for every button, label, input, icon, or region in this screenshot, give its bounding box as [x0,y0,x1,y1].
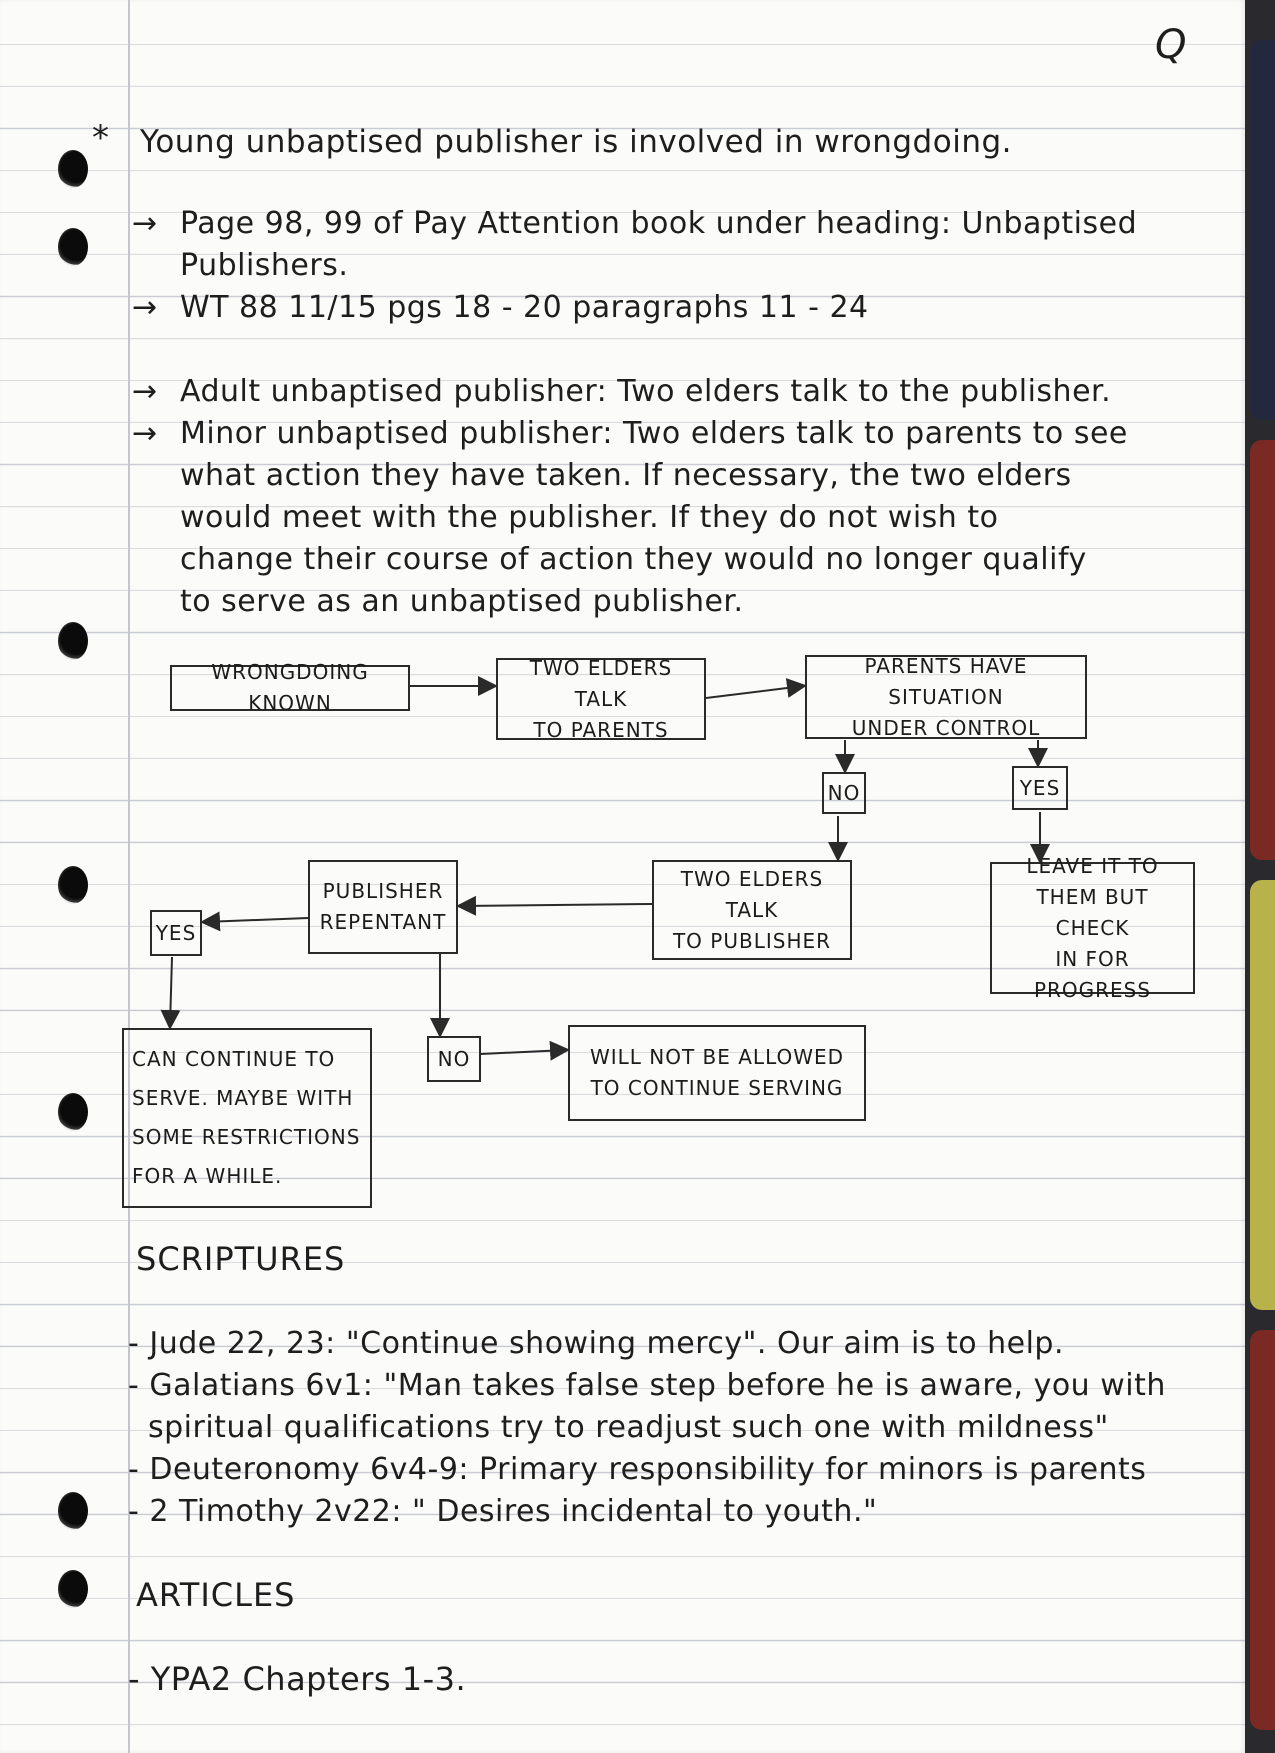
divider-tab-red-lower [1250,1330,1275,1730]
scripture-galatians-line1: - Galatians 6v1: "Man takes false step before he is aware, you with [128,1368,1166,1403]
article-ypa2: - YPA2 Chapters 1-3. [128,1660,467,1698]
flow-not-allowed: WILL NOT BE ALLOWED TO CONTINUE SERVING [568,1025,866,1121]
flow-yes-1: YES [1012,766,1068,810]
flow-wrongdoing-known: WRONGDOING KNOWN [170,665,410,711]
ref-pay-attention-line2: Publishers. [180,248,349,283]
ref-watchtower: WT 88 11/15 pgs 18 - 20 paragraphs 11 - 24 [180,290,869,325]
binder-hole [58,1093,88,1131]
flow-two-elders-parents: TWO ELDERS TALK TO PARENTS [496,658,706,740]
flow-yes-2: YES [150,910,202,956]
divider-tab-yellow [1250,880,1275,1310]
corner-mark: Q [1155,22,1187,68]
flow-no-1: NO [822,772,866,814]
guidance-minor-line3: would meet with the publisher. If they do not wish to [180,500,999,535]
binder-hole [58,866,88,904]
star-bullet: * [92,118,110,158]
ref-arrow: → [132,206,158,241]
topic-heading: Young unbaptised publisher is involved in wrongdoing. [140,124,1012,160]
guidance-arrow: → [132,374,158,409]
margin-line [128,0,130,1753]
binder-hole [58,228,88,266]
guidance-minor-line4: change their course of action they would no longer qualify [180,542,1087,577]
guidance-minor-line1: Minor unbaptised publisher: Two elders talk to parents to see [180,416,1128,451]
scripture-galatians-line2: spiritual qualifications try to readjust such one with mildness" [148,1410,1109,1445]
binder-hole [58,1570,88,1608]
guidance-minor-line5: to serve as an unbaptised publisher. [180,584,744,619]
guidance-arrow: → [132,416,158,451]
scriptures-heading: SCRIPTURES [136,1240,346,1278]
flow-leave-it-to-parents: LEAVE IT TO THEM BUT CHECK IN FOR PROGRESS [990,862,1195,994]
flow-parents-control: PARENTS HAVE SITUATION UNDER CONTROL [805,655,1087,739]
scripture-timothy: - 2 Timothy 2v22: " Desires incidental to youth." [128,1494,878,1529]
guidance-adult: Adult unbaptised publisher: Two elders talk to the publisher. [180,374,1112,409]
binder-hole [58,150,88,188]
flow-no-2: NO [427,1036,481,1082]
divider-tab-navy [1250,40,1275,420]
guidance-minor-line2: what action they have taken. If necessary, the two elders [180,458,1072,493]
ref-pay-attention-line1: Page 98, 99 of Pay Attention book under heading: Unbaptised [180,206,1138,241]
ref-arrow: → [132,290,158,325]
binder-hole [58,1492,88,1530]
articles-heading: ARTICLES [136,1576,296,1614]
flow-can-continue: CAN CONTINUE TO SERVE. MAYBE WITH SOME RESTRICTIONS FOR A WHILE. [122,1028,372,1208]
flow-publisher-repentant: PUBLISHER REPENTANT [308,860,458,954]
divider-tab-red [1250,440,1275,860]
scripture-deuteronomy: - Deuteronomy 6v4-9: Primary responsibility for minors is parents [128,1452,1147,1487]
binder-hole [58,622,88,660]
flow-two-elders-publisher: TWO ELDERS TALK TO PUBLISHER [652,860,852,960]
scripture-jude: - Jude 22, 23: "Continue showing mercy". Our aim is to help. [128,1326,1065,1361]
